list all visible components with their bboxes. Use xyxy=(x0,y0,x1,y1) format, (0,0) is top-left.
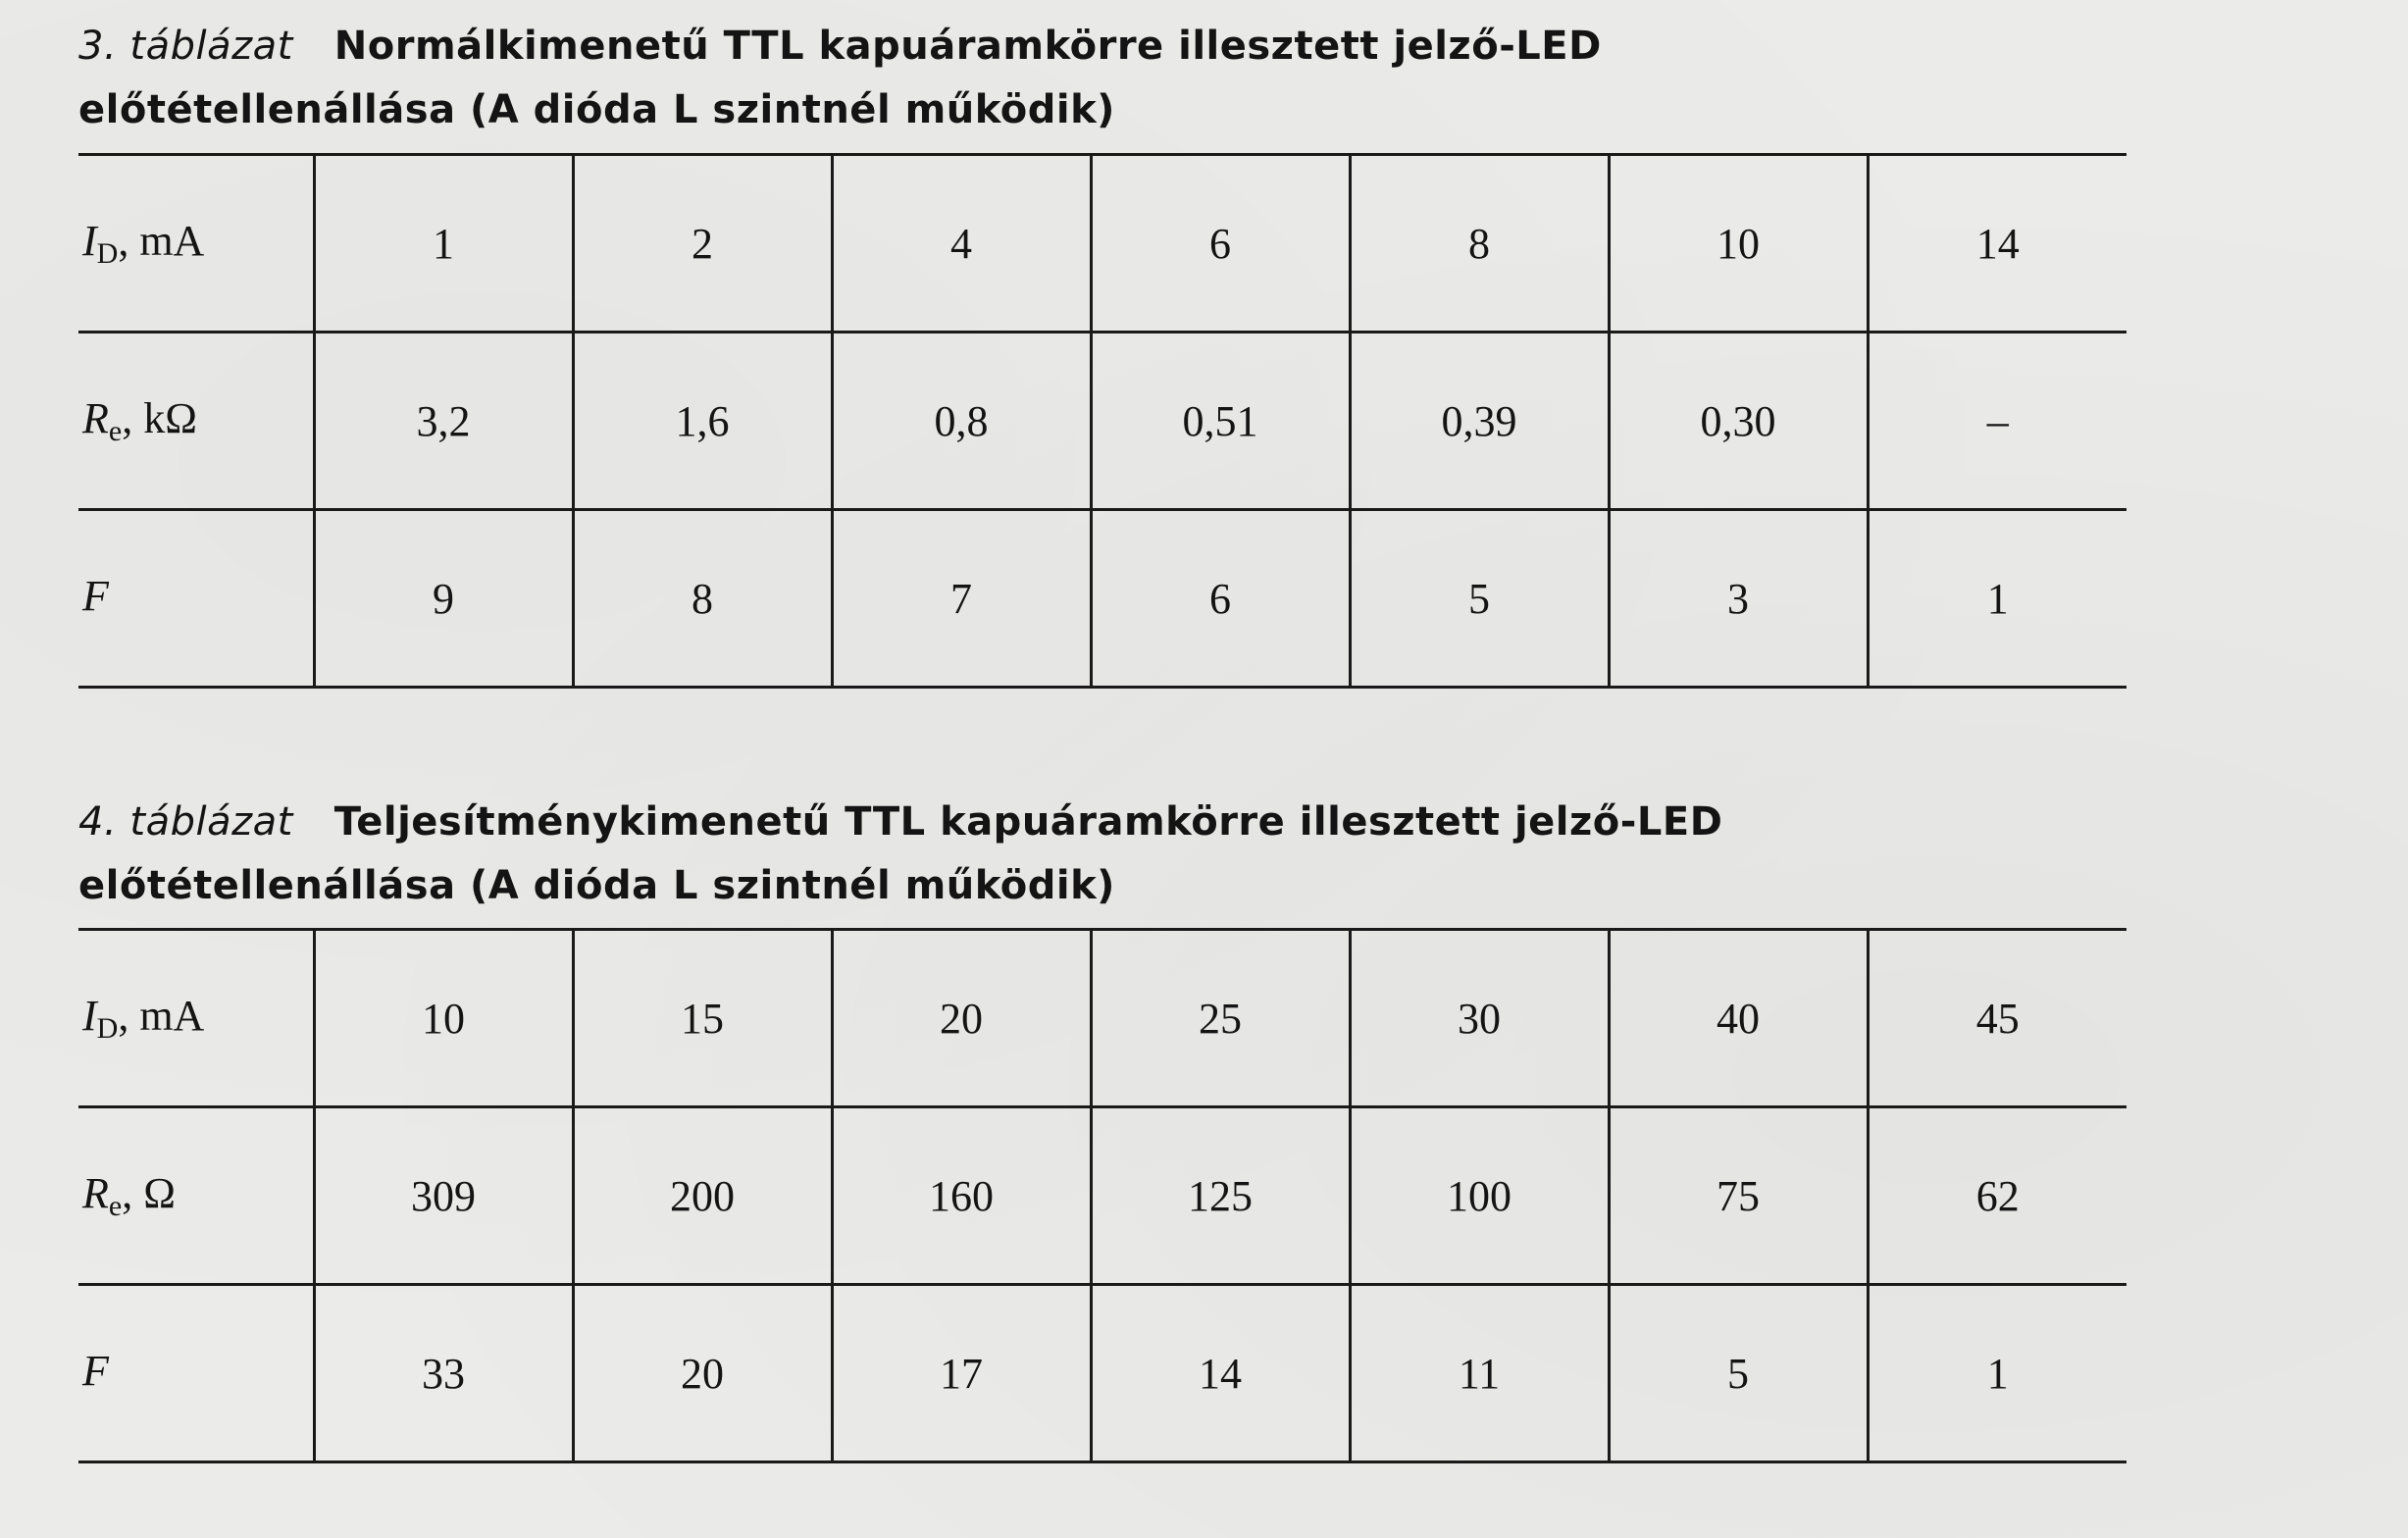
table-cell: 100 xyxy=(1350,1107,1609,1285)
row-header: $R_e$, Ω xyxy=(78,1107,314,1285)
table-cell: 0,39 xyxy=(1350,333,1609,510)
table4-row-f xyxy=(78,1285,2126,1462)
table4-title-line1: Teljesítménykimenetű TTL kapuáramkörre illesztett jelző-LED xyxy=(333,799,1723,845)
table-cell: 1 xyxy=(1868,510,2126,688)
table-cell: 5 xyxy=(1350,510,1609,688)
table-cell: 0,51 xyxy=(1091,333,1350,510)
table-cell: 0,30 xyxy=(1609,333,1868,510)
row-header: $I_D$, mA xyxy=(78,155,314,333)
table-cell: 10 xyxy=(314,930,573,1107)
table-cell: 9 xyxy=(314,510,573,688)
table-cell: 40 xyxy=(1609,930,1868,1107)
table4-caption xyxy=(78,791,1722,918)
table-cell: 20 xyxy=(832,930,1091,1107)
row-header: F xyxy=(78,1285,314,1462)
table3-title-line2: előtétellenállása (A dióda L szintnél működik) xyxy=(78,87,1115,132)
table-cell: 75 xyxy=(1609,1107,1868,1285)
table-cell: 25 xyxy=(1091,930,1350,1107)
table-cell: 3,2 xyxy=(314,333,573,510)
table4-row-current xyxy=(78,930,2126,1107)
table4-label: 4. táblázat xyxy=(78,799,293,845)
table-cell: 3 xyxy=(1609,510,1868,688)
table-cell: 11 xyxy=(1350,1285,1609,1462)
table3-title-line1: Normálkimenetű TTL kapuáramkörre illesztett jelző-LED xyxy=(333,24,1602,69)
table3-row-resistance xyxy=(78,333,2126,510)
table-cell: 125 xyxy=(1091,1107,1350,1285)
table-cell: 5 xyxy=(1609,1285,1868,1462)
table-cell: 10 xyxy=(1609,155,1868,333)
table4 xyxy=(78,928,2126,1463)
table-cell: 1 xyxy=(314,155,573,333)
table3-label: 3. táblázat xyxy=(78,24,293,69)
table3 xyxy=(78,153,2126,689)
table-cell: 8 xyxy=(573,510,832,688)
table-cell: 309 xyxy=(314,1107,573,1285)
table4-row-resistance xyxy=(78,1107,2126,1285)
table-cell: 160 xyxy=(832,1107,1091,1285)
table-cell: 4 xyxy=(832,155,1091,333)
row-header: $R_e$, kΩ xyxy=(78,333,314,510)
table3-row-current xyxy=(78,155,2126,333)
table-cell: 20 xyxy=(573,1285,832,1462)
table-cell: 45 xyxy=(1868,930,2126,1107)
row-header: F xyxy=(78,510,314,688)
table-cell: 14 xyxy=(1868,155,2126,333)
table-cell: 6 xyxy=(1091,510,1350,688)
table-cell: 6 xyxy=(1091,155,1350,333)
table-cell: 17 xyxy=(832,1285,1091,1462)
table-cell: 1 xyxy=(1868,1285,2126,1462)
table4-title-line2: előtétellenállása (A dióda L szintnél működik) xyxy=(78,863,1115,908)
table3-row-f xyxy=(78,510,2126,688)
table-cell: – xyxy=(1868,333,2126,510)
table-cell: 7 xyxy=(832,510,1091,688)
table-cell: 8 xyxy=(1350,155,1609,333)
table3-caption xyxy=(78,15,1602,142)
table-cell: 62 xyxy=(1868,1107,2126,1285)
table-cell: 15 xyxy=(573,930,832,1107)
table-cell: 200 xyxy=(573,1107,832,1285)
table-cell: 2 xyxy=(573,155,832,333)
table-cell: 30 xyxy=(1350,930,1609,1107)
row-header: $I_D$, mA xyxy=(78,930,314,1107)
table-cell: 1,6 xyxy=(573,333,832,510)
table-cell: 0,8 xyxy=(832,333,1091,510)
table-cell: 33 xyxy=(314,1285,573,1462)
table-cell: 14 xyxy=(1091,1285,1350,1462)
